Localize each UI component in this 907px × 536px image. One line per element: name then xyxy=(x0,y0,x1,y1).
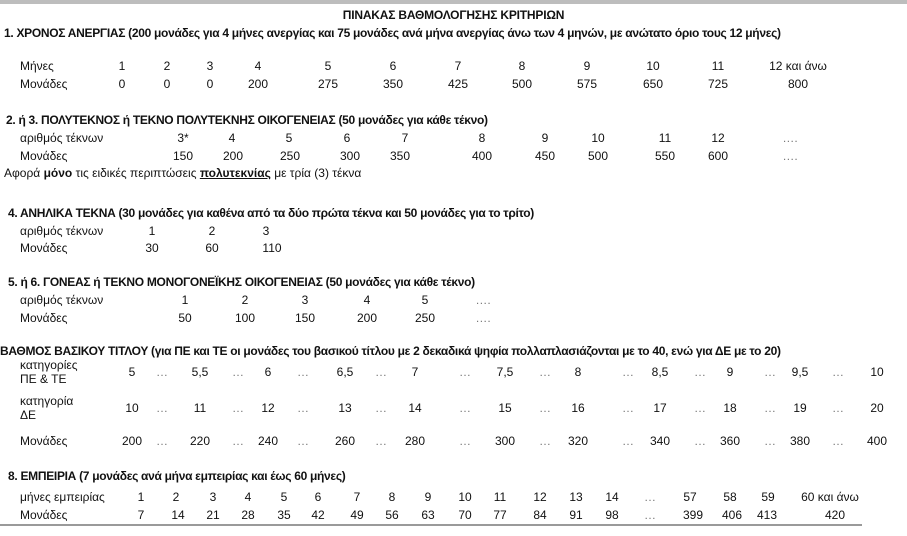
table-cell: 275 xyxy=(317,77,339,91)
section-2-note xyxy=(4,166,361,180)
section-8-heading: 8. ΕΜΠΕΙΡΙΑ (7 μονάδες ανά μήνα εμπειρίας και έως 60 μήνες) xyxy=(8,469,346,483)
row-label: κατηγορία xyxy=(20,394,74,408)
table-cell: 57 xyxy=(683,490,697,504)
table-cell: 18 xyxy=(723,401,737,415)
table-cell: … xyxy=(375,434,387,448)
table-cell: 6,5 xyxy=(336,365,354,379)
table-cell: … xyxy=(539,365,551,379)
table-cell: 2 xyxy=(172,490,180,504)
table-cell: 6 xyxy=(343,131,351,145)
table-cell: … xyxy=(622,365,634,379)
table-cell: …. xyxy=(782,131,798,145)
table-cell: … xyxy=(832,401,844,415)
table-cell: 11 xyxy=(193,401,207,415)
row-label: ΔΕ xyxy=(20,408,37,422)
table-cell: … xyxy=(832,434,844,448)
table-cell: 240 xyxy=(257,434,279,448)
table-cell: …. xyxy=(475,311,491,325)
table-cell: 9 xyxy=(726,365,734,379)
table-cell: 7 xyxy=(353,490,361,504)
table-cell: 220 xyxy=(189,434,211,448)
row-label: Μήνες xyxy=(20,59,54,73)
table-cell: … xyxy=(539,434,551,448)
table-cell: … xyxy=(764,365,776,379)
table-cell: 3 xyxy=(206,59,214,73)
table-cell: … xyxy=(297,434,309,448)
table-cell: 11 xyxy=(658,131,672,145)
table-cell: 280 xyxy=(404,434,426,448)
section-2-heading: 2. ή 3. ΠΟΛΥΤΕΚΝΟΣ ή ΤΕΚΝΟ ΠΟΛΥΤΕΚΝΗΣ ΟΙΚΟΓΕΝΕΙΑΣ (50 μονάδες για κάθε τέκνο) xyxy=(6,113,488,127)
table-cell: … xyxy=(375,401,387,415)
table-cell: 10 xyxy=(125,401,139,415)
table-cell: 350 xyxy=(389,149,411,163)
table-cell: … xyxy=(539,401,551,415)
table-cell: 98 xyxy=(605,508,619,522)
table-cell: 3 xyxy=(209,490,217,504)
table-cell: … xyxy=(297,365,309,379)
table-cell: 425 xyxy=(447,77,469,91)
table-cell: … xyxy=(622,434,634,448)
note-text: με τρία (3) τέκνα xyxy=(270,166,362,180)
table-cell: 10 xyxy=(458,490,472,504)
table-cell: 1 xyxy=(148,224,156,238)
table-cell: 500 xyxy=(587,149,609,163)
page-title: ΠΙΝΑΚΑΣ ΒΑΘΜΟΛΟΓΗΣΗΣ ΚΡΙΤΗΡΙΩΝ xyxy=(342,8,565,22)
table-cell: … xyxy=(694,401,706,415)
table-cell: 5 xyxy=(285,131,293,145)
table-cell: 15 xyxy=(498,401,512,415)
table-cell: 12 xyxy=(261,401,275,415)
table-cell: 0 xyxy=(206,77,214,91)
table-cell: 110 xyxy=(262,241,282,255)
table-cell: 58 xyxy=(723,490,737,504)
table-cell: 3 xyxy=(301,293,309,307)
table-cell: 7 xyxy=(401,131,409,145)
table-cell: 575 xyxy=(576,77,598,91)
table-cell: 84 xyxy=(533,508,547,522)
table-cell: 8 xyxy=(518,59,526,73)
table-cell: 49 xyxy=(350,508,364,522)
note-underline: πολυτεκνίας xyxy=(199,166,271,180)
table-cell: … xyxy=(832,365,844,379)
table-cell: 350 xyxy=(382,77,404,91)
table-cell: 550 xyxy=(654,149,676,163)
table-cell: 200 xyxy=(222,149,244,163)
table-cell: … xyxy=(156,365,168,379)
table-cell: 400 xyxy=(866,434,888,448)
table-cell: … xyxy=(156,401,168,415)
table-cell: 2 xyxy=(208,224,216,238)
table-cell: … xyxy=(459,434,471,448)
bottom-border xyxy=(0,524,862,526)
table-cell: 77 xyxy=(493,508,507,522)
table-cell: 14 xyxy=(605,490,619,504)
table-cell: 4 xyxy=(254,59,262,73)
table-cell: 399 xyxy=(682,508,704,522)
table-cell: 8 xyxy=(574,365,582,379)
table-cell: 600 xyxy=(707,149,729,163)
table-cell: 30 xyxy=(145,241,159,255)
table-cell: 12 και άνω xyxy=(769,59,827,73)
table-cell: 13 xyxy=(569,490,583,504)
table-cell: 14 xyxy=(171,508,185,522)
table-cell: … xyxy=(232,365,244,379)
table-cell: 2 xyxy=(241,293,249,307)
table-cell: 60 και άνω xyxy=(801,490,859,504)
table-cell: … xyxy=(459,365,471,379)
table-cell: 1 xyxy=(118,59,126,73)
table-cell: 10 xyxy=(870,365,884,379)
table-cell: 200 xyxy=(247,77,269,91)
row-label: Μονάδες xyxy=(20,434,68,448)
section-1-heading: 1. ΧΡΟΝΟΣ ΑΝΕΡΓΙΑΣ (200 μονάδες για 4 μήνες ανεργίας και 75 μονάδες ανά μήνα ανεργίας άνω των 4 μηνών, με ανώτατο όριο τους 12 μήνες) xyxy=(4,26,781,40)
section-4-heading: 4. ΑΝΗΛΙΚΑ ΤΕΚΝΑ (30 μονάδες για καθένα από τα δύο πρώτα τέκνα και 50 μονάδες για το τρίτο) xyxy=(8,206,534,220)
table-cell: 2 xyxy=(163,59,171,73)
table-cell: 5,5 xyxy=(191,365,209,379)
table-cell: 7,5 xyxy=(496,365,514,379)
table-cell: 6 xyxy=(264,365,272,379)
table-cell: 20 xyxy=(870,401,884,415)
table-cell: 200 xyxy=(356,311,378,325)
table-cell: 300 xyxy=(494,434,516,448)
table-cell: … xyxy=(622,401,634,415)
table-cell: 260 xyxy=(334,434,356,448)
table-cell: 100 xyxy=(234,311,256,325)
row-label: Μονάδες xyxy=(20,311,68,325)
table-cell: 28 xyxy=(241,508,255,522)
table-cell: 10 xyxy=(646,59,660,73)
table-cell: 150 xyxy=(294,311,316,325)
table-cell: … xyxy=(644,490,656,504)
table-cell: 9 xyxy=(424,490,432,504)
table-cell: 4 xyxy=(244,490,252,504)
section-7-heading: ΒΑΘΜΟΣ ΒΑΣΙΚΟΥ ΤΙΤΛΟΥ (για ΠΕ και ΤΕ οι μονάδες του βασικού τίτλου με 2 δεκαδικά ψηφία πολλαπλασιάζονται με το 40, ενώ για ΔΕ με το 20) xyxy=(0,344,781,358)
row-label: κατηγορίες xyxy=(20,358,78,372)
row-label: ΠΕ & ΤΕ xyxy=(20,372,67,386)
table-cell: 6 xyxy=(389,59,397,73)
table-cell: 1 xyxy=(181,293,189,307)
table-cell: 400 xyxy=(471,149,493,163)
table-cell: …. xyxy=(475,293,491,307)
row-label: Μονάδες xyxy=(20,149,68,163)
table-cell: 59 xyxy=(761,490,775,504)
table-cell: 12 xyxy=(533,490,547,504)
table-cell: 0 xyxy=(163,77,171,91)
row-label: αριθμός τέκνων xyxy=(20,293,104,307)
table-cell: 250 xyxy=(279,149,301,163)
table-cell: 10 xyxy=(591,131,605,145)
table-cell: 17 xyxy=(653,401,667,415)
table-cell: 413 xyxy=(756,508,778,522)
table-cell: 5 xyxy=(280,490,288,504)
table-cell: … xyxy=(764,401,776,415)
table-cell: 11 xyxy=(711,59,725,73)
table-cell: 6 xyxy=(314,490,322,504)
table-cell: 650 xyxy=(642,77,664,91)
table-cell: 8,5 xyxy=(651,365,669,379)
table-cell: 725 xyxy=(707,77,729,91)
table-cell: … xyxy=(232,434,244,448)
table-cell: 50 xyxy=(178,311,192,325)
table-cell: 35 xyxy=(277,508,291,522)
table-cell: 13 xyxy=(338,401,352,415)
table-cell: … xyxy=(694,365,706,379)
table-cell: 420 xyxy=(824,508,846,522)
row-label: Μονάδες xyxy=(20,241,68,255)
table-cell: 5 xyxy=(324,59,332,73)
table-cell: 19 xyxy=(793,401,807,415)
table-cell: 250 xyxy=(414,311,436,325)
table-cell: 5 xyxy=(128,365,136,379)
row-label: αριθμός τέκνων xyxy=(20,224,104,238)
table-cell: 21 xyxy=(206,508,220,522)
table-cell: 9 xyxy=(583,59,591,73)
table-cell: 16 xyxy=(571,401,585,415)
table-cell: 8 xyxy=(478,131,486,145)
table-cell: … xyxy=(375,365,387,379)
table-cell: 14 xyxy=(408,401,422,415)
note-bold: μόνο xyxy=(43,166,73,180)
row-label: μήνες εμπειρίας xyxy=(20,490,105,504)
table-cell: 0 xyxy=(118,77,126,91)
section-5-heading: 5. ή 6. ΓΟΝΕΑΣ ή ΤΕΚΝΟ ΜΟΝΟΓΟΝΕΪΚΗΣ ΟΙΚΟΓΕΝΕΙΑΣ (50 μονάδες για κάθε τέκνο) xyxy=(8,275,475,289)
table-cell: 91 xyxy=(569,508,583,522)
top-border xyxy=(0,0,907,4)
table-cell: … xyxy=(694,434,706,448)
table-cell: … xyxy=(297,401,309,415)
table-cell: 450 xyxy=(534,149,556,163)
table-cell: 4 xyxy=(363,293,371,307)
table-cell: 4 xyxy=(228,131,236,145)
table-cell: 500 xyxy=(511,77,533,91)
table-cell: 340 xyxy=(649,434,671,448)
table-cell: 300 xyxy=(339,149,361,163)
table-cell: 9,5 xyxy=(791,365,809,379)
row-label: αριθμός τέκνων xyxy=(20,131,104,145)
table-cell: 9 xyxy=(541,131,549,145)
table-cell: 7 xyxy=(411,365,419,379)
table-cell: 3* xyxy=(177,131,189,145)
row-label: Μονάδες xyxy=(20,508,68,522)
table-cell: …. xyxy=(782,149,798,163)
table-cell: 60 xyxy=(205,241,219,255)
table-cell: 12 xyxy=(711,131,725,145)
table-cell: 56 xyxy=(385,508,399,522)
table-cell: 150 xyxy=(172,149,194,163)
table-cell: 800 xyxy=(787,77,809,91)
table-cell: … xyxy=(156,434,168,448)
table-cell: 320 xyxy=(567,434,589,448)
row-label: Μονάδες xyxy=(20,77,68,91)
table-cell: 1 xyxy=(137,490,145,504)
table-cell: 7 xyxy=(137,508,145,522)
table-cell: 380 xyxy=(789,434,811,448)
table-cell: 3 xyxy=(262,224,270,238)
table-cell: … xyxy=(459,401,471,415)
table-cell: 200 xyxy=(121,434,143,448)
table-cell: 11 xyxy=(493,490,507,504)
table-cell: 8 xyxy=(388,490,396,504)
table-cell: … xyxy=(764,434,776,448)
table-cell: 360 xyxy=(719,434,741,448)
table-cell: 63 xyxy=(421,508,435,522)
note-text: τις ειδικές περιπτώσεις xyxy=(72,166,200,180)
table-cell: 70 xyxy=(458,508,472,522)
table-cell: … xyxy=(644,508,656,522)
note-text: Αφορά xyxy=(4,166,44,180)
table-cell: 5 xyxy=(421,293,429,307)
table-cell: 7 xyxy=(454,59,462,73)
table-cell: 406 xyxy=(721,508,743,522)
table-cell: 42 xyxy=(311,508,325,522)
table-cell: … xyxy=(232,401,244,415)
